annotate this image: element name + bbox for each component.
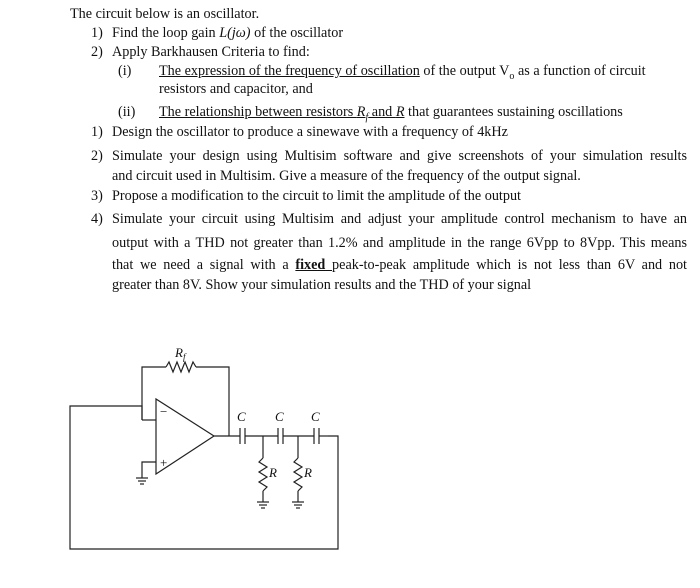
subtask-i-text: The expression of the frequency of oscillation of the output $V_o$ as a function of circuit (159, 63, 646, 82)
op-amp-minus-sign: − (160, 404, 168, 419)
task-2-text: Apply Barkhausen Criteria to find: (112, 44, 310, 60)
capacitor-2-label: C (275, 409, 284, 424)
rf-label: $R_f$ (175, 345, 186, 362)
task-simulate-text-line1: Simulate your design using Multisim software and give screenshots of your simulation results (112, 148, 687, 164)
task-1-text: Find the loop gain L(jω) of the oscillator (112, 25, 344, 41)
capacitor-3-label: C (311, 409, 320, 424)
task-simulate-number: 2) (91, 148, 103, 164)
task-2-number: 2) (91, 44, 103, 60)
noninverting-input-wire (142, 462, 156, 478)
outer-loop-wire (70, 406, 338, 549)
task-design-text: Design the oscillator to produce a sinewave with a frequency of 4kHz (112, 124, 508, 140)
subtask-i-text-line2: resistors and capacitor, and (159, 81, 313, 97)
task-simulate-text-line2: and circuit used in Multisim. Give a measure of the frequency of the output signal. (112, 168, 581, 184)
intro-text: The circuit below is an oscillator. (70, 6, 260, 22)
resistor-1-label: R (269, 465, 277, 480)
subtask-ii-number: (ii) (118, 104, 136, 120)
task-propose-number: 3) (91, 188, 103, 204)
op-amp-plus-sign: + (160, 455, 168, 470)
task-design-number: 1) (91, 124, 103, 140)
r1-resistor (259, 458, 267, 491)
r2-resistor (294, 458, 302, 491)
task-1-number: 1) (91, 25, 103, 41)
task-thd-text-line4: greater than 8V. Show your simulation results and the THD of your signal (112, 277, 532, 293)
task-propose-text: Propose a modification to the circuit to limit the amplitude of the output (112, 188, 521, 204)
resistor-2-label: R (304, 465, 312, 480)
subtask-ii-text: The relationship between resistors $R_f$ and R that guarantees sustaining oscillations (159, 104, 623, 123)
capacitor-1-label: C (237, 409, 246, 424)
rf-resistor (166, 362, 196, 372)
task-thd-text-line3: that we need a signal with a fixed peak-to-peak amplitude which is not less than 6V and not (112, 257, 688, 273)
task-thd-text-line2: output with a THD not greater than 1.2% and amplitude in the range 6Vpp to 8Vpp. This means (112, 235, 687, 251)
task-thd-text-line1: Simulate your circuit using Multisim and adjust your amplitude control mechanism to have an (112, 211, 687, 227)
subtask-i-number: (i) (118, 63, 132, 79)
feedback-wire-right (196, 367, 229, 436)
task-thd-number: 4) (91, 211, 103, 227)
